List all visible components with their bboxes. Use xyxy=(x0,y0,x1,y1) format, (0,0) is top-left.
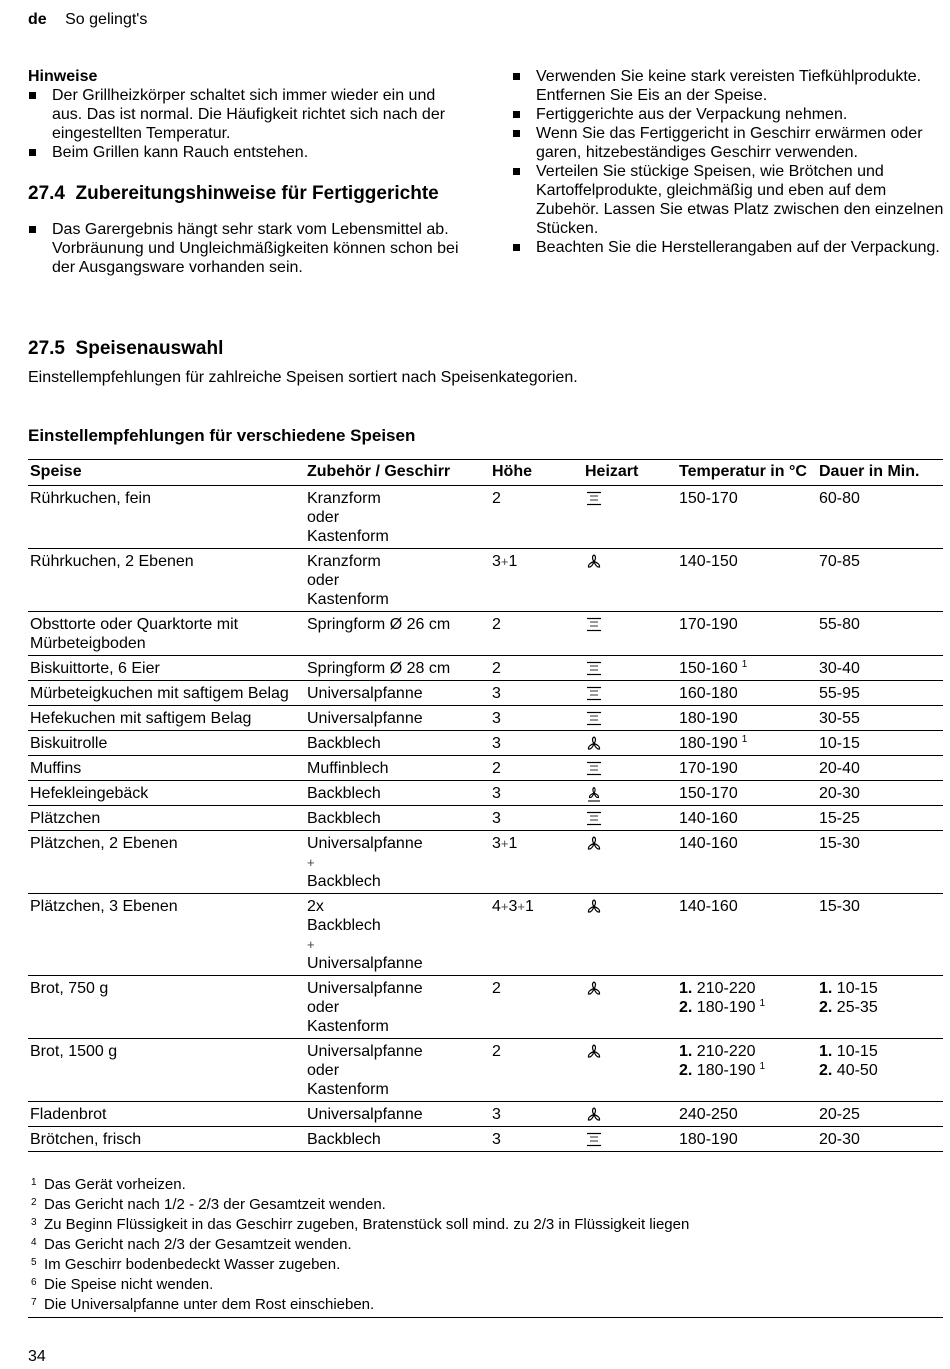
cell-dauer xyxy=(817,894,943,976)
value-line: 20-30 xyxy=(819,785,860,802)
value-line: 150-170 xyxy=(679,785,738,802)
cell-heizart xyxy=(583,1102,677,1127)
value-line: 15-30 xyxy=(819,835,860,852)
cell-hoehe: 3 xyxy=(490,1127,583,1152)
value-line: 55-80 xyxy=(819,616,860,633)
cell-heizart xyxy=(583,976,677,1039)
footnote-text: Das Gerät vorheizen. xyxy=(44,1176,186,1193)
cell-temperatur xyxy=(677,806,817,831)
header-title: So gelingt's xyxy=(65,11,148,28)
cell-dauer xyxy=(817,681,943,706)
cell-zubehoer xyxy=(305,612,490,656)
zubehoer-line: Springform Ø 28 cm xyxy=(307,660,451,677)
cell-heizart xyxy=(583,831,677,894)
footnote xyxy=(28,1194,943,1214)
table-row xyxy=(28,831,943,894)
section-title: Speisenauswahl xyxy=(75,338,224,359)
zubehoer-line: + xyxy=(307,937,315,952)
ober-unterhitze-icon xyxy=(585,710,603,728)
zubehoer-line: Universalpfanne xyxy=(307,980,423,997)
cell-dauer xyxy=(817,656,943,681)
cell-dauer xyxy=(817,549,943,612)
cell-hoehe: 3 xyxy=(490,731,583,756)
heissluft-icon xyxy=(585,835,603,853)
cell-speise: Biskuittorte, 6 Eier xyxy=(28,656,305,681)
value-line: 180-190 xyxy=(679,710,738,727)
value-line: 140-160 xyxy=(679,835,738,852)
footnote-text: Das Gericht nach 2/3 der Gesamtzeit wenden. xyxy=(44,1236,352,1253)
value-line: 10-15 xyxy=(819,735,860,752)
footnote-ref: 1 xyxy=(741,659,748,670)
value-line: 70-85 xyxy=(819,553,860,570)
zubehoer-line: Backblech xyxy=(307,1131,381,1148)
value-line: 170-190 xyxy=(679,616,738,633)
ober-unterhitze-icon xyxy=(585,760,603,778)
cell-temperatur xyxy=(677,731,817,756)
zubehoer-line: Backblech xyxy=(307,917,381,934)
cell-heizart xyxy=(583,656,677,681)
cell-dauer xyxy=(817,486,943,549)
cell-zubehoer xyxy=(305,976,490,1039)
footnote-number: 6 xyxy=(31,1277,37,1288)
value-line: 2. 40-50 xyxy=(819,1062,878,1079)
zubehoer-line: oder xyxy=(307,1062,340,1079)
cell-temperatur xyxy=(677,756,817,781)
cell-temperatur xyxy=(677,612,817,656)
cell-zubehoer xyxy=(305,781,490,806)
language-code: de xyxy=(28,11,47,28)
table-row xyxy=(28,976,943,1039)
cell-temperatur xyxy=(677,781,817,806)
fertiggericht-hint: Verteilen Sie stückige Speisen, wie Brötchen und Kartoffelprodukte, gleichmäßig und eben auf dem Zubehör. Lassen Sie etwas Platz zwischen den einzelnen Stücken. xyxy=(512,162,944,238)
cell-zubehoer xyxy=(305,706,490,731)
zubehoer-line: Universalpfanne xyxy=(307,955,423,972)
cell-zubehoer xyxy=(305,681,490,706)
zubehoer-line: 2x xyxy=(307,898,324,915)
table-row xyxy=(28,1102,943,1127)
table-row xyxy=(28,681,943,706)
value-line: 150-170 xyxy=(679,490,738,507)
cell-zubehoer xyxy=(305,806,490,831)
cell-heizart xyxy=(583,612,677,656)
ober-unterhitze-icon xyxy=(585,660,603,678)
value-line: 60-80 xyxy=(819,490,860,507)
footnote-text: Das Gericht nach 1/2 - 2/3 der Gesamtzeit wenden. xyxy=(44,1196,386,1213)
footnote-text: Im Geschirr bodenbedeckt Wasser zugeben. xyxy=(44,1256,341,1273)
cell-speise: Plätzchen xyxy=(28,806,305,831)
value-line: 150-160 $^1$ xyxy=(679,659,748,677)
cell-temperatur xyxy=(677,681,817,706)
cell-speise: Obsttorte oder Quarktorte mit Mürbeteigboden xyxy=(28,612,305,656)
table-row xyxy=(28,756,943,781)
footnote-ref: 1 xyxy=(741,734,748,745)
cell-zubehoer xyxy=(305,656,490,681)
speisen-table xyxy=(28,459,943,1152)
footnote xyxy=(28,1214,943,1234)
zubehoer-line: oder xyxy=(307,999,340,1016)
fertiggericht-hint: Verwenden Sie keine stark vereisten Tiefkühlprodukte. Entfernen Sie Eis an der Speise. xyxy=(512,67,944,105)
cell-hoehe: 2 xyxy=(490,1039,583,1102)
cell-temperatur xyxy=(677,894,817,976)
hinweise-list xyxy=(28,86,468,162)
cell-dauer xyxy=(817,976,943,1039)
cell-hoehe: 3 xyxy=(490,1102,583,1127)
zubehoer-line: Universalpfanne xyxy=(307,685,423,702)
value-line: 20-30 xyxy=(819,1131,860,1148)
zubehoer-line: Backblech xyxy=(307,810,381,827)
cell-dauer xyxy=(817,756,943,781)
cell-speise: Fladenbrot xyxy=(28,1102,305,1127)
zubehoer-line: Universalpfanne xyxy=(307,1043,423,1060)
value-line: 15-30 xyxy=(819,898,860,915)
cell-hoehe: 3 xyxy=(490,781,583,806)
cell-zubehoer xyxy=(305,1039,490,1102)
footnote-text: Zu Beginn Flüssigkeit in das Geschirr zugeben, Bratenstück soll mind. zu 2/3 in Flüssigkeit liegen xyxy=(44,1216,690,1233)
footnote xyxy=(28,1294,943,1314)
cell-speise: Plätzchen, 3 Ebenen xyxy=(28,894,305,976)
value-line: 20-25 xyxy=(819,1106,860,1123)
cell-heizart xyxy=(583,806,677,831)
table-row xyxy=(28,731,943,756)
section-title: Zubereitungshinweise für Fertiggerichte xyxy=(75,183,439,204)
value-line: 140-160 xyxy=(679,810,738,827)
value-line: 15-25 xyxy=(819,810,860,827)
header-hoehe: Höhe xyxy=(490,460,583,486)
footnote-number: 2 xyxy=(31,1197,37,1208)
header-dauer: Dauer in Min. xyxy=(817,460,943,486)
table-row xyxy=(28,894,943,976)
value-line: 140-160 xyxy=(679,898,738,915)
hinweis-item: Der Grillheizkörper schaltet sich immer wieder ein und aus. Das ist normal. Die Häufigkeit richtet sich nach der eingestellten Temperatur. xyxy=(28,86,468,143)
cell-heizart xyxy=(583,681,677,706)
heissluft-icon xyxy=(585,553,603,571)
table-row xyxy=(28,806,943,831)
cell-zubehoer xyxy=(305,549,490,612)
zubehoer-line: Kranzform xyxy=(307,553,381,570)
cell-temperatur xyxy=(677,831,817,894)
zubehoer-line: Backblech xyxy=(307,735,381,752)
table-row xyxy=(28,1127,943,1152)
cell-temperatur xyxy=(677,1039,817,1102)
zubehoer-line: Universalpfanne xyxy=(307,1106,423,1123)
cell-zubehoer xyxy=(305,756,490,781)
footnote xyxy=(28,1274,943,1294)
fertiggericht-hint: Beachten Sie die Herstellerangaben auf der Verpackung. xyxy=(512,238,944,257)
zubehoer-line: Springform Ø 26 cm xyxy=(307,616,451,633)
table-row xyxy=(28,612,943,656)
cell-heizart xyxy=(583,756,677,781)
cell-heizart xyxy=(583,781,677,806)
value-line: 30-40 xyxy=(819,660,860,677)
section-27-4-heading xyxy=(28,183,468,205)
value-line: 180-190 $^1$ xyxy=(679,734,748,752)
ober-unterhitze-icon xyxy=(585,616,603,634)
footnote xyxy=(28,1174,943,1194)
footnote xyxy=(28,1254,943,1274)
cell-zubehoer xyxy=(305,731,490,756)
header-speise: Speise xyxy=(28,460,305,486)
table-body xyxy=(28,486,943,1152)
section-27-5 xyxy=(28,338,944,387)
ober-unterhitze-icon xyxy=(585,1131,603,1149)
cell-speise: Rührkuchen, fein xyxy=(28,486,305,549)
cell-speise: Biskuitrolle xyxy=(28,731,305,756)
cell-hoehe: 2 xyxy=(490,486,583,549)
cell-speise: Hefekuchen mit saftigem Belag xyxy=(28,706,305,731)
page-number: 34 xyxy=(28,1348,46,1365)
cell-hoehe: 3 xyxy=(490,681,583,706)
value-line: 240-250 xyxy=(679,1106,738,1123)
table-row xyxy=(28,549,943,612)
section-27-5-heading xyxy=(28,338,944,360)
footnote-text: Die Speise nicht wenden. xyxy=(44,1276,214,1293)
cell-dauer xyxy=(817,731,943,756)
cell-hoehe: 2 xyxy=(490,612,583,656)
value-line: 1. 10-15 xyxy=(819,980,878,997)
cell-heizart xyxy=(583,486,677,549)
cell-dauer xyxy=(817,1102,943,1127)
hinweise-title: Hinweise xyxy=(28,68,98,85)
footnote-number: 4 xyxy=(31,1237,37,1248)
section-number: 27.4 xyxy=(28,183,65,204)
cell-hoehe: 2 xyxy=(490,656,583,681)
cell-heizart xyxy=(583,706,677,731)
cell-dauer xyxy=(817,781,943,806)
cell-dauer xyxy=(817,706,943,731)
cell-dauer xyxy=(817,1039,943,1102)
value-line: 20-40 xyxy=(819,760,860,777)
cell-zubehoer xyxy=(305,1102,490,1127)
zubehoer-line: Universalpfanne xyxy=(307,835,423,852)
cell-heizart xyxy=(583,1039,677,1102)
value-line: 1. 210-220 xyxy=(679,980,756,997)
section-number: 27.5 xyxy=(28,338,65,359)
fertiggericht-hint: Wenn Sie das Fertiggericht in Geschirr erwärmen oder garen, hitzebeständiges Geschirr verwenden. xyxy=(512,124,944,162)
cell-speise: Brötchen, frisch xyxy=(28,1127,305,1152)
cell-hoehe: 3 xyxy=(490,706,583,731)
value-line: 55-95 xyxy=(819,685,860,702)
cell-temperatur xyxy=(677,656,817,681)
page-header xyxy=(28,10,147,29)
value-line: 2. 180-190 $^1$ xyxy=(679,1061,766,1079)
cell-speise: Hefekleingebäck xyxy=(28,781,305,806)
cell-speise: Muffins xyxy=(28,756,305,781)
zubehoer-line: Kastenform xyxy=(307,528,389,545)
table-header-row xyxy=(28,460,943,486)
zubehoer-line: Backblech xyxy=(307,873,381,890)
zubehoer-line: oder xyxy=(307,509,340,526)
cell-temperatur xyxy=(677,549,817,612)
cell-speise: Plätzchen, 2 Ebenen xyxy=(28,831,305,894)
cell-temperatur xyxy=(677,1127,817,1152)
left-column xyxy=(28,67,468,277)
zubehoer-line: Kastenform xyxy=(307,1081,389,1098)
value-line: 140-150 xyxy=(679,553,738,570)
heissluft-icon xyxy=(585,898,603,916)
zubehoer-line: oder xyxy=(307,572,340,589)
fertiggericht-hint: Das Garergebnis hängt sehr stark vom Lebensmittel ab. Vorbräunung und Ungleichmäßigkeiten können schon bei der Ausgangsware vorhanden sein. xyxy=(28,220,468,277)
cell-dauer xyxy=(817,612,943,656)
cell-temperatur xyxy=(677,706,817,731)
cell-zubehoer xyxy=(305,831,490,894)
cell-hoehe: 3 xyxy=(490,806,583,831)
zubehoer-line: Universalpfanne xyxy=(307,710,423,727)
cell-speise: Brot, 1500 g xyxy=(28,1039,305,1102)
fertiggerichte-list-right xyxy=(512,67,944,257)
cell-heizart xyxy=(583,731,677,756)
cell-zubehoer xyxy=(305,1127,490,1152)
hinweis-item: Beim Grillen kann Rauch entstehen. xyxy=(28,143,468,162)
footnote-number: 3 xyxy=(31,1217,37,1228)
zubehoer-line: Kranzform xyxy=(307,490,381,507)
value-line: 2. 25-35 xyxy=(819,999,878,1016)
cell-zubehoer xyxy=(305,894,490,976)
table-title: Einstellempfehlungen für verschiedene Speisen xyxy=(28,426,416,445)
ober-unterhitze-icon xyxy=(585,810,603,828)
cell-dauer xyxy=(817,806,943,831)
footnote-number: 1 xyxy=(31,1177,37,1188)
cell-zubehoer xyxy=(305,486,490,549)
zubehoer-line: Muffinblech xyxy=(307,760,389,777)
cell-speise: Mürbeteigkuchen mit saftigem Belag xyxy=(28,681,305,706)
zubehoer-line: Backblech xyxy=(307,785,381,802)
cell-speise: Rührkuchen, 2 Ebenen xyxy=(28,549,305,612)
cell-heizart xyxy=(583,1127,677,1152)
cell-dauer xyxy=(817,831,943,894)
heissluft-eco-icon xyxy=(585,785,603,803)
footnote-number: 7 xyxy=(31,1297,37,1308)
table-row xyxy=(28,1039,943,1102)
zubehoer-line: Kastenform xyxy=(307,591,389,608)
value-line: 180-190 xyxy=(679,1131,738,1148)
heissluft-icon xyxy=(585,735,603,753)
footnote-text: Die Universalpfanne unter dem Rost einschieben. xyxy=(44,1296,375,1313)
value-line: 1. 10-15 xyxy=(819,1043,878,1060)
zubehoer-line: + xyxy=(307,855,315,870)
value-line: 1. 210-220 xyxy=(679,1043,756,1060)
value-line: 30-55 xyxy=(819,710,860,727)
fertiggerichte-list-left xyxy=(28,220,468,277)
header-heizart: Heizart xyxy=(583,460,677,486)
table-row xyxy=(28,781,943,806)
table-row xyxy=(28,706,943,731)
header-zubehoer: Zubehör / Geschirr xyxy=(305,460,490,486)
heissluft-icon xyxy=(585,980,603,998)
header-temperatur: Temperatur in °C xyxy=(677,460,817,486)
cell-temperatur xyxy=(677,976,817,1039)
table-row xyxy=(28,486,943,549)
cell-hoehe: 2 xyxy=(490,976,583,1039)
footnote xyxy=(28,1234,943,1254)
cell-hoehe: 3+1 xyxy=(490,831,583,894)
cell-heizart xyxy=(583,894,677,976)
zubehoer-line: Kastenform xyxy=(307,1018,389,1035)
cell-speise: Brot, 750 g xyxy=(28,976,305,1039)
fertiggericht-hint: Fertiggerichte aus der Verpackung nehmen. xyxy=(512,105,944,124)
footnotes xyxy=(28,1174,943,1318)
cell-hoehe: 4+3+1 xyxy=(490,894,583,976)
cell-temperatur xyxy=(677,486,817,549)
right-column xyxy=(512,67,944,257)
value-line: 2. 180-190 $^1$ xyxy=(679,998,766,1016)
cell-hoehe: 3+1 xyxy=(490,549,583,612)
footnote-ref: 1 xyxy=(759,998,766,1009)
footnote-number: 5 xyxy=(31,1257,37,1268)
table-row xyxy=(28,656,943,681)
cell-heizart xyxy=(583,549,677,612)
ober-unterhitze-icon xyxy=(585,490,603,508)
heissluft-icon xyxy=(585,1106,603,1124)
heissluft-icon xyxy=(585,1043,603,1061)
value-line: 160-180 xyxy=(679,685,738,702)
cell-dauer xyxy=(817,1127,943,1152)
cell-temperatur xyxy=(677,1102,817,1127)
value-line: 170-190 xyxy=(679,760,738,777)
cell-hoehe: 2 xyxy=(490,756,583,781)
ober-unterhitze-icon xyxy=(585,685,603,703)
section-description: Einstellempfehlungen für zahlreiche Speisen sortiert nach Speisenkategorien. xyxy=(28,369,578,386)
footnote-ref: 1 xyxy=(759,1061,766,1072)
